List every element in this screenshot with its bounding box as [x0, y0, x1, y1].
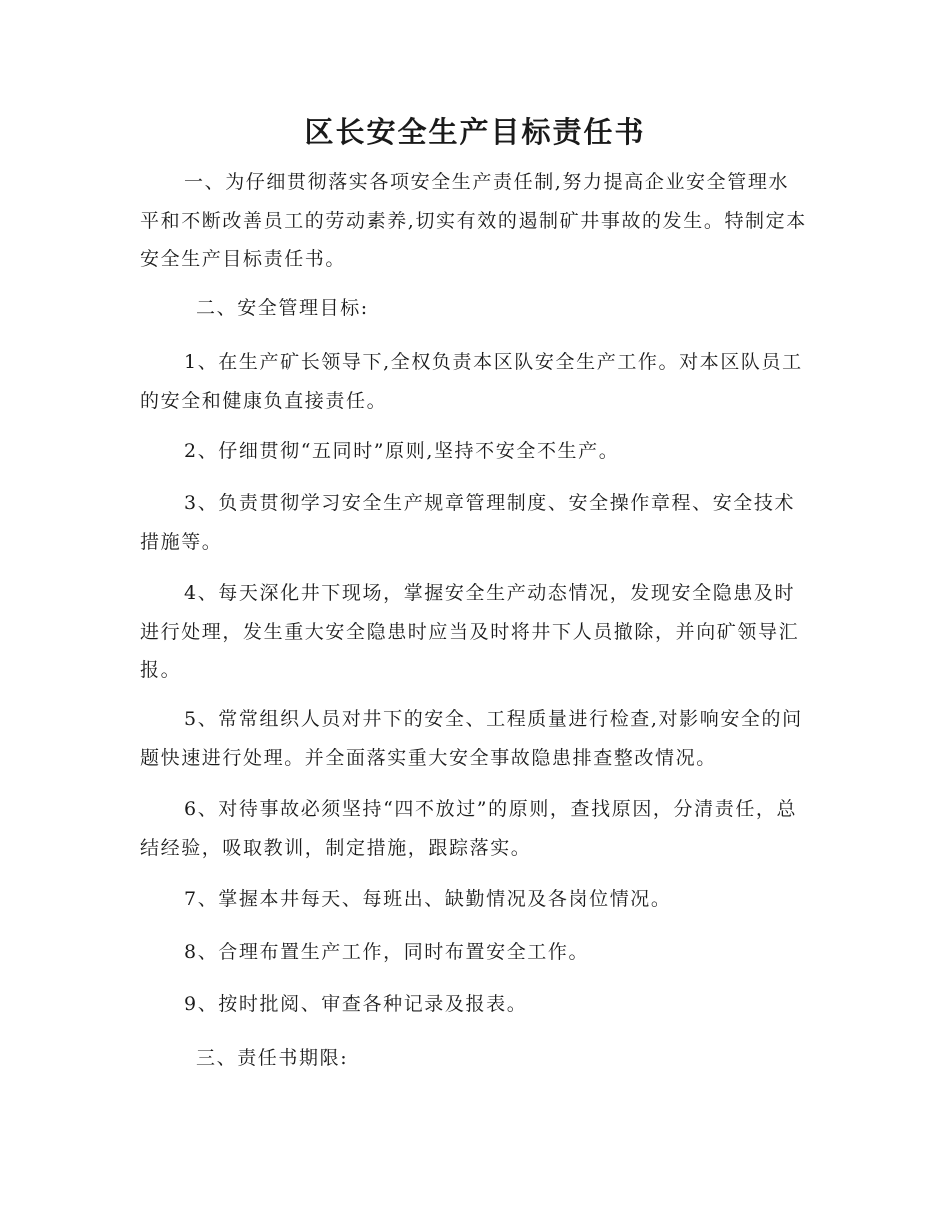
list-item: 7、掌握本井每天、每班出、缺勤情况及各岗位情况。 — [184, 888, 672, 910]
intro-paragraph: 一、为仔细贯彻落实各项安全生产责任制,努力提高企业安全管理水平和不断改善员工的劳动素养,切实有效的遏制矿井事故的发生。特制定本安全生产目标责任书。 — [140, 171, 807, 270]
document-title: 区长安全生产目标责任书 — [304, 115, 646, 149]
list-item: 1、在生产矿长领导下,全权负责本区队安全生产工作。对本区队员工的安全和健康负直接责任。 — [140, 351, 803, 412]
section-heading-term: 三、责任书期限: — [196, 1047, 349, 1069]
list-item: 2、仔细贯彻“五同时”原则,坚持不安全不生产。 — [184, 440, 620, 462]
list-item: 6、对待事故必须坚持“四不放过”的原则，查找原因，分清责任，总结经验，吸取教训，制定措施，跟踪落实。 — [140, 798, 798, 859]
list-item: 8、合理布置生产工作，同时布置安全工作。 — [184, 941, 590, 963]
list-item: 3、负责贯彻学习安全生产规章管理制度、安全操作章程、安全技术措施等。 — [140, 492, 796, 553]
list-item: 5、常常组织人员对井下的安全、工程质量进行检查,对影响安全的问题快速进行处理。并全面落实重大安全事故隐患排查整改情况。 — [140, 708, 803, 769]
list-item: 9、按时批阅、审查各种记录及报表。 — [184, 993, 528, 1015]
list-item: 4、每天深化井下现场，掌握安全生产动态情况，发现安全隐患及时进行处理，发生重大安全隐患时应当及时将井下人员撤除，并向矿领导汇报。 — [140, 582, 800, 681]
section-heading-targets: 二、安全管理目标: — [196, 297, 369, 319]
